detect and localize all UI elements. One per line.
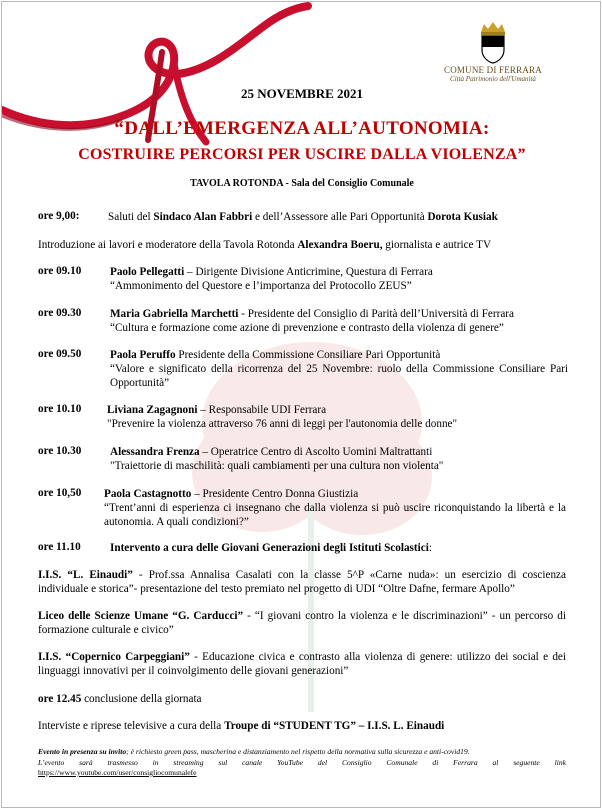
talk-time: ore 10.10 [38,403,82,415]
talk-time: ore 10.30 [38,445,82,457]
talk-speaker: Paola Peruffo Presidente della Commissione Consiliare Pari Opportunità [110,349,441,361]
talk-speaker: Maria Gabriella Marchetti - Presidente del Consiglio di Parità dell’Università di Ferrara [110,308,515,320]
document-page [1,1,601,808]
comune-ferrara-logo [443,20,543,83]
talk-time: ore 09.30 [38,307,82,319]
subtitle: TAVOLA ROTONDA - Sala del Consiglio Comunale [190,178,414,189]
youtube-link[interactable]: https://www.youtube.com/user/consigliocomunalefe [38,768,197,777]
talk-speaker: Paola Castagnotto – Presidente Centro Donna Giustizia [104,488,359,500]
welcome-text: Saluti del Sindaco Alan Fabbri e dell’Assessore alle Pari Opportunità Dorota Kusiak [108,211,498,223]
talk-time: ore 09.10 [38,265,82,277]
students-time: ore 11.10 [38,541,81,553]
talk-topic: “Trent’anni di esperienza ci insegnano che dalla violenza si può uscire riconquistando la libertà e la autonomia. A quali condizioni?” [104,502,566,528]
school-item: I.I.S. “L. Einaudi” - Prof.ssa Annalisa Casalati con la classe 5^P «Carne nuda»: un esercizio di coscienza individuale e storica”- presentazione del testo premiato nel progetto di UDI “Oltre Dafne, fermare Apollo” [38,569,566,595]
talk-topic: “Valore e significato della ricorrenza del 25 Novembre: ruolo della Commissione Consiliare Pari Opportunità” [110,363,568,389]
talk-speaker: Paolo Pellegatti – Dirigente Divisione Anticrimine, Questura di Ferrara [110,266,433,278]
welcome-time: ore 9,00: [38,210,80,222]
footer-line-1: Evento in presenza su invito; è richiesto green pass, mascherina e distanziamento nel rispetto della normativa sulla sicurezza e anti-covid19. [38,747,470,756]
talk-topic: "Traiettorie di maschilità: quali cambiamenti per una cultura non violenta" [110,460,444,472]
event-date: 25 NOVEMBRE 2021 [240,86,364,101]
talk-topic: “Cultura e formazione come azione di prevenzione e contrasto della violenza di genere” [110,322,504,334]
talk-speaker: Alessandra Frenza – Operatrice Centro di Ascolto Uomini Maltrattanti [110,446,433,458]
school-item: Liceo delle Scienze Umane “G. Carducci” - “I giovani contro la violenza e le discriminazioni” - un percorso di formazione culturale e civico” [38,610,566,636]
talk-speaker: Liviana Zagagnoni – Responsabile UDI Ferrara [107,404,327,416]
talk-topic: "Prevenire la violenza attraverso 76 anni di leggi per l'autonomia delle donne" [107,418,458,430]
footer-line-2: L’evento sarà trasmesso in streaming sul canale YouTube del Consiglio Comunale di Ferrara al seguente link [38,757,566,767]
footer-note [38,747,566,779]
logo-tagline: Città Patrimonio dell'Umanità [450,75,536,83]
talk-topic: “Ammonimento del Questore e l’importanza del Protocollo ZEUS” [110,280,412,292]
interviews-text: Interviste e riprese televisive a cura della Troupe di “STUDENT TG” – I.I.S. L. Einaudi [38,720,445,732]
logo-name: COMUNE DI FERRARA [444,65,542,75]
title-line-2: COSTRUIRE PERCORSI PER USCIRE DALLA VIOLENZA” [78,146,526,163]
intro-text: Introduzione ai lavori e moderatore della Tavola Rotonda Alexandra Boeru, giornalista e autrice TV [38,239,492,251]
students-text: Intervento a cura delle Giovani Generazioni degli Istituti Scolastici: [110,542,432,554]
title-line-1: “DALL’EMERGENZA ALL’AUTONOMIA: [114,118,490,139]
school-item: I.I.S. “Copernico Carpeggiani” - Educazione civica e contrasto alla violenza di genere: utilizzo dei social e dei linguaggi innovativi per il coinvolgimento delle giovani generazioni” [38,651,566,677]
talk-time: ore 09.50 [38,348,82,360]
closing-text: ore 12.45 conclusione della giornata [38,693,202,705]
talk-time: ore 10,50 [38,487,82,499]
coat-of-arms-icon [476,20,510,64]
